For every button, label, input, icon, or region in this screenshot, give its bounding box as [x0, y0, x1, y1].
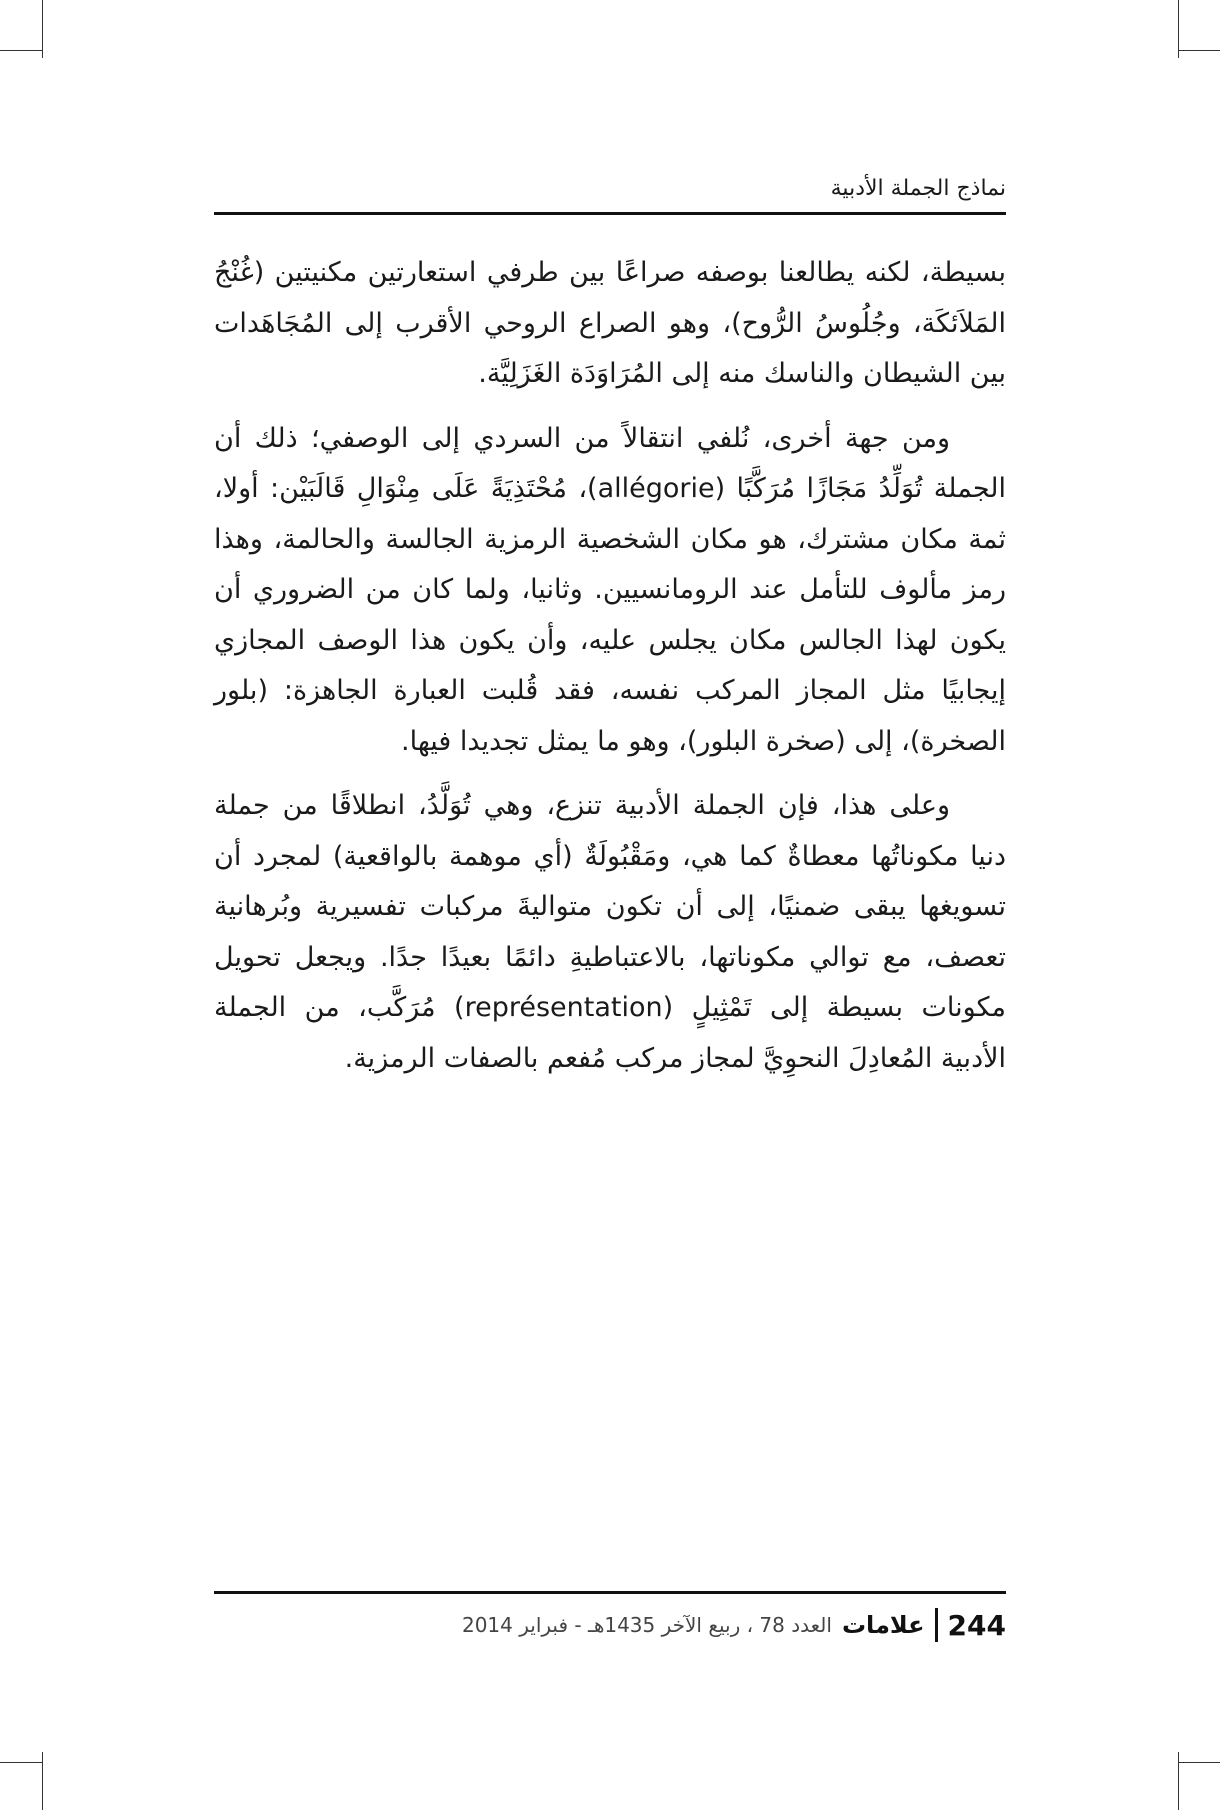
crop-mark	[0, 50, 42, 51]
header-rule	[214, 212, 1006, 215]
running-title: نماذج الجملة الأدبية	[830, 176, 1006, 201]
crop-mark	[42, 0, 43, 58]
page-number: 244	[947, 1608, 1006, 1642]
footer-separator	[935, 1608, 938, 1642]
paragraph: وعلى هذا، فإن الجملة الأدبية تنزع، وهي تُوَلَّدُ، انطلاقًا من جملة دنيا مكوناتُها معطاةٌ كما هي، ومَقْبُولَةٌ (أي موهمة بالواقعية) لمجرد أن تسويغها يبقى ضمنيًا، إلى أن تكون متواليةَ مركبات تفسيرية وبُرهانية تعصف، مع توالي مكوناتها، بالاعتباطيةِ دائمًا بعيدًا جدًا. ويجعل تحويل مكونات بسيطة إلى تَمْثِيلٍ (représentation) مُرَكَّب، من الجملة الأدبية المُعادِلَ النحوِيَّ لمجاز مركب مُفعم بالصفات الرمزية.	[214, 790, 1006, 1074]
footer-rule	[214, 1591, 1006, 1594]
page-footer	[214, 1600, 1006, 1650]
crop-mark	[0, 1762, 42, 1763]
crop-mark	[42, 1752, 43, 1810]
running-header	[214, 170, 1006, 218]
paragraph: بسيطة، لكنه يطالعنا بوصفه صراعًا بين طرفي استعارتين مكنيتين (غُنْجُ المَلاَئكَة، وجُلُوسُ الرُّوح)، وهو الصراع الروحي الأقرب إلى المُجَاهَدات بين الشيطان والناسك منه إلى المُرَاوَدَة الغَزَلِيَّة.	[214, 257, 1006, 389]
crop-mark	[1178, 1752, 1179, 1810]
crop-mark	[1178, 50, 1220, 51]
paragraph: ومن جهة أخرى، نُلفي انتقالاً من السردي إلى الوصفي؛ ذلك أن الجملة تُوَلِّدُ مَجَازًا مُرَكَّبًا (allégorie)، مُحْتَذِيَةً عَلَى مِنْوَالِ قَالَبَيْن: أولا، ثمة مكان مشترك، هو مكان الشخصية الرمزية الجالسة والحالمة، وهذا رمز مألوف للتأمل عند الرومانسيين. وثانيا، ولما كان من الضروري أن يكون لهذا الجالس مكان يجلس عليه، وأن يكون هذا الوصف المجازي إيجابيًا مثل المجاز المركب نفسه، فقد قُلبت العبارة الجاهزة: (بلور الصخرة)، إلى (صخرة البلور)، وهو ما يمثل تجديدا فيها.	[214, 422, 1006, 757]
body-text	[214, 248, 1006, 1098]
journal-name: علامات	[841, 1611, 925, 1639]
issue-info: العدد 78 ، ربيع الآخر 1435هـ - فبراير 2014	[461, 1613, 832, 1637]
crop-mark	[1178, 1762, 1220, 1763]
